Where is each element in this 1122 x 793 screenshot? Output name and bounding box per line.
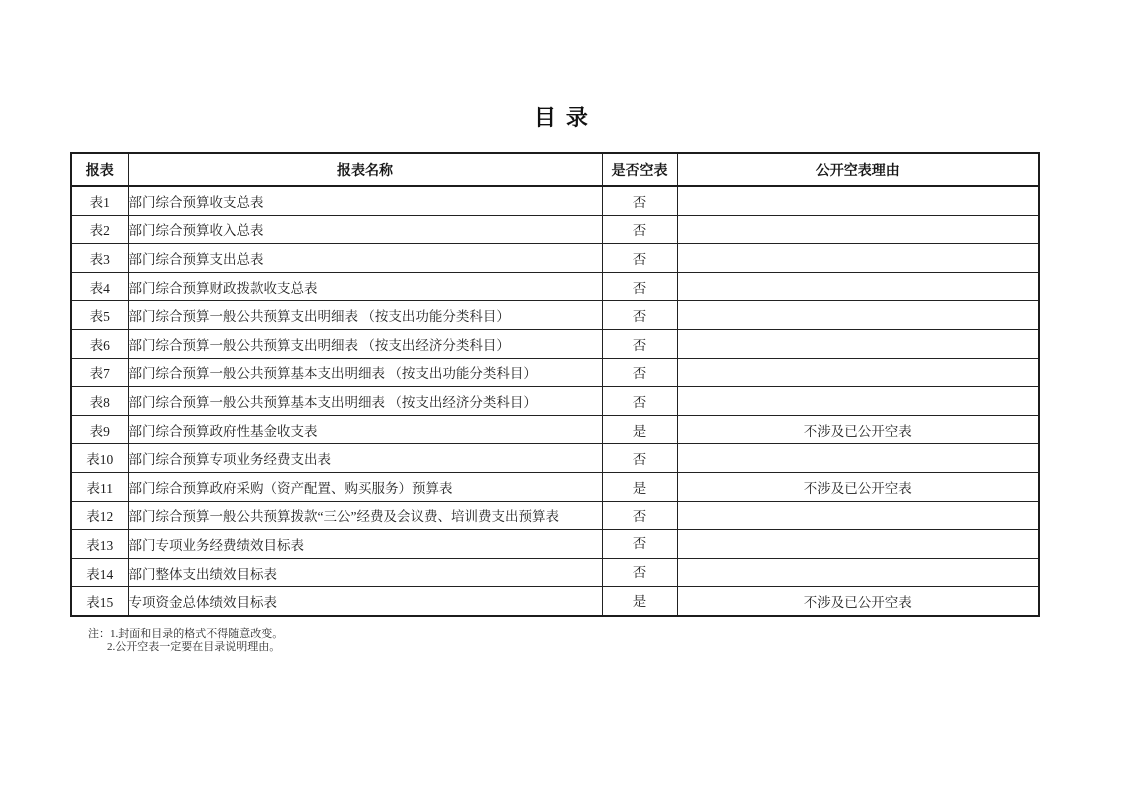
- report-id-cell: 表14: [71, 558, 128, 587]
- table-row: [71, 244, 1039, 273]
- empty-flag-cell: 否: [602, 272, 677, 301]
- reason-cell: 不涉及已公开空表: [677, 587, 1039, 616]
- report-id-cell: 表8: [71, 387, 128, 416]
- empty-flag-cell: 否: [602, 444, 677, 473]
- report-id-cell: 表7: [71, 358, 128, 387]
- empty-flag-cell: 否: [602, 387, 677, 416]
- report-name-cell: 部门综合预算专项业务经费支出表: [128, 444, 602, 473]
- empty-flag-cell: 否: [602, 186, 677, 215]
- reason-cell: [677, 186, 1039, 215]
- report-id-cell: 表1: [71, 186, 128, 215]
- table-row: [71, 186, 1039, 215]
- toc-table: [70, 152, 1040, 617]
- reason-cell: [677, 444, 1039, 473]
- empty-flag-cell: 否: [602, 244, 677, 273]
- report-id-cell: 表10: [71, 444, 128, 473]
- empty-flag-cell: 否: [602, 215, 677, 244]
- table-row: [71, 415, 1039, 444]
- report-id-cell: 表9: [71, 415, 128, 444]
- footnote-line-2: 2.公开空表一定要在目录说明理由。: [107, 640, 281, 653]
- table-header-row: [71, 153, 1039, 186]
- report-name-cell: 部门综合预算一般公共预算支出明细表 （按支出经济分类科目）: [128, 329, 602, 358]
- empty-flag-cell: 否: [602, 358, 677, 387]
- reason-cell: [677, 387, 1039, 416]
- reason-cell: [677, 558, 1039, 587]
- report-id-cell: 表11: [71, 472, 128, 501]
- header-report-id: 报表: [71, 153, 128, 186]
- report-id-cell: 表13: [71, 530, 128, 559]
- report-name-cell: 部门综合预算一般公共预算基本支出明细表 （按支出经济分类科目）: [128, 387, 602, 416]
- reason-cell: [677, 358, 1039, 387]
- report-id-cell: 表15: [71, 587, 128, 616]
- table-row: [71, 444, 1039, 473]
- report-id-cell: 表4: [71, 272, 128, 301]
- footnotes: [88, 628, 283, 653]
- table-row: [71, 587, 1039, 616]
- empty-flag-cell: 否: [602, 530, 677, 559]
- header-empty-flag: 是否空表: [602, 153, 677, 186]
- footnote-line-1: 注：1.封面和目录的格式不得随意改变。: [88, 628, 284, 640]
- report-id-cell: 表6: [71, 329, 128, 358]
- table-row: [71, 530, 1039, 559]
- report-name-cell: 部门综合预算一般公共预算拨款“三公”经费及会议费、培训费支出预算表: [128, 501, 602, 530]
- reason-cell: [677, 501, 1039, 530]
- report-name-cell: 部门综合预算财政拨款收支总表: [128, 272, 602, 301]
- empty-flag-cell: 是: [602, 587, 677, 616]
- reason-cell: [677, 244, 1039, 273]
- report-name-cell: 部门综合预算收入总表: [128, 215, 602, 244]
- table-row: [71, 387, 1039, 416]
- table-row: [71, 272, 1039, 301]
- empty-flag-cell: 否: [602, 329, 677, 358]
- empty-flag-cell: 否: [602, 501, 677, 530]
- header-empty-reason: 公开空表理由: [677, 153, 1039, 186]
- report-name-cell: 部门综合预算支出总表: [128, 244, 602, 273]
- table-row: [71, 358, 1039, 387]
- report-name-cell: 部门综合预算收支总表: [128, 186, 602, 215]
- reason-cell: 不涉及已公开空表: [677, 415, 1039, 444]
- report-name-cell: 部门整体支出绩效目标表: [128, 558, 602, 587]
- table-row: [71, 558, 1039, 587]
- empty-flag-cell: 否: [602, 558, 677, 587]
- report-name-cell: 部门综合预算一般公共预算支出明细表 （按支出功能分类科目）: [128, 301, 602, 330]
- report-id-cell: 表5: [71, 301, 128, 330]
- reason-cell: [677, 329, 1039, 358]
- reason-cell: [677, 215, 1039, 244]
- report-id-cell: 表3: [71, 244, 128, 273]
- reason-cell: [677, 301, 1039, 330]
- page-title: 目录: [534, 105, 598, 130]
- reason-cell: 不涉及已公开空表: [677, 472, 1039, 501]
- report-id-cell: 表12: [71, 501, 128, 530]
- report-name-cell: 部门综合预算政府采购（资产配置、购买服务）预算表: [128, 472, 602, 501]
- report-name-cell: 专项资金总体绩效目标表: [128, 587, 602, 616]
- report-name-cell: 部门专项业务经费绩效目标表: [128, 530, 602, 559]
- table-row: [71, 472, 1039, 501]
- empty-flag-cell: 否: [602, 301, 677, 330]
- reason-cell: [677, 272, 1039, 301]
- header-report-name: 报表名称: [128, 153, 602, 186]
- report-name-cell: 部门综合预算一般公共预算基本支出明细表 （按支出功能分类科目）: [128, 358, 602, 387]
- table-row: [71, 329, 1039, 358]
- report-id-cell: 表2: [71, 215, 128, 244]
- empty-flag-cell: 是: [602, 472, 677, 501]
- table-row: [71, 215, 1039, 244]
- empty-flag-cell: 是: [602, 415, 677, 444]
- table-row: [71, 501, 1039, 530]
- reason-cell: [677, 530, 1039, 559]
- report-name-cell: 部门综合预算政府性基金收支表: [128, 415, 602, 444]
- table-row: [71, 301, 1039, 330]
